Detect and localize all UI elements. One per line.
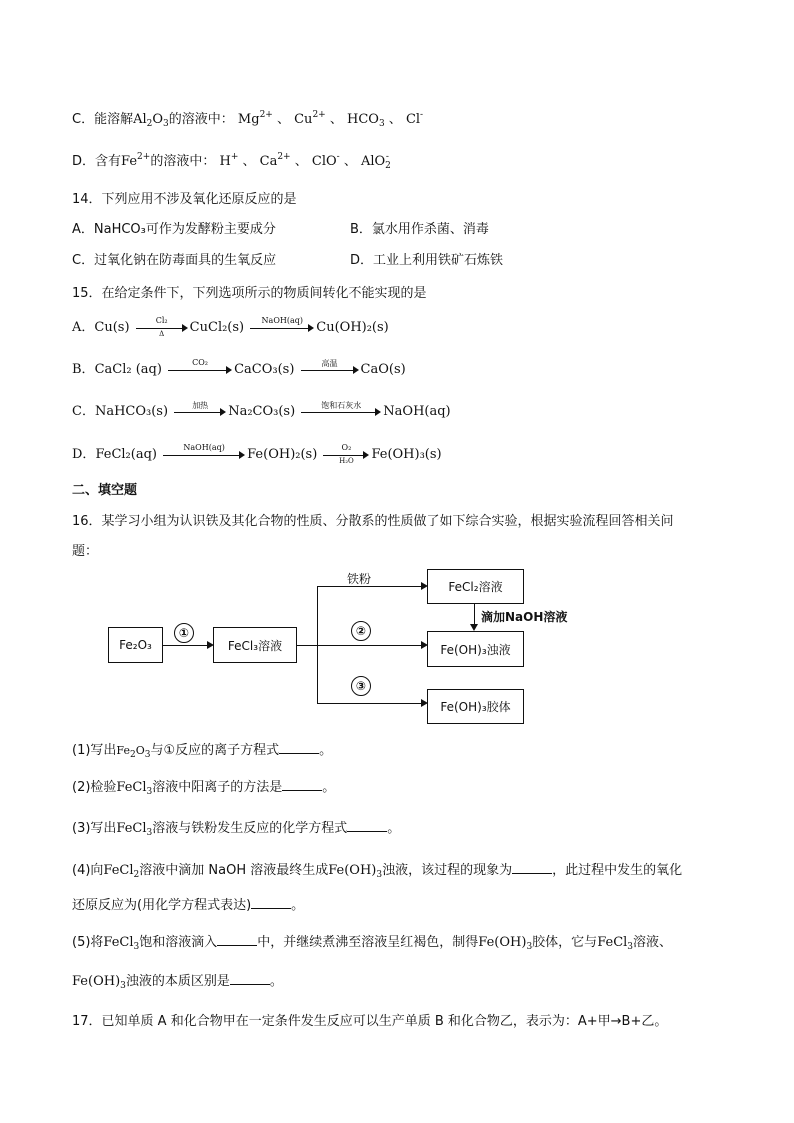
q14-option-d: D．工业上利用铁矿石炼铁 <box>350 253 504 268</box>
q15-option-c: C．NaHCO₃(s) 加热 Na₂CO₃(s) 饱和石灰水 NaOH(aq) <box>72 400 451 419</box>
subquestion-5: (5)将FeCl$_3$饱和溶液滴入 中，并继续煮沸至溶液呈红褐色，制得$Fe(OH)_3$胶体，它与FeCl$_3$溶液、 <box>72 935 673 952</box>
question-16-cont: 题： <box>72 544 99 559</box>
answer-blank[interactable] <box>217 933 257 946</box>
answer-blank[interactable] <box>279 741 319 754</box>
box-fecl2: FeCl₂溶液 <box>427 569 524 604</box>
ion-hco3: $HCO_3$ <box>346 112 385 129</box>
reaction-arrow: 加热 <box>174 404 226 420</box>
arrow-line <box>162 645 208 646</box>
iron-powder-label: 铁粉 <box>347 572 372 586</box>
option-d-mid: 的溶液中： <box>150 154 216 169</box>
q14-option-c: C．过氧化钠在防毒面具的生氧反应 <box>72 253 277 268</box>
ion-cu: $Cu^{2+}$ <box>294 110 326 127</box>
answer-blank[interactable] <box>282 778 322 791</box>
ion-cl: Cl- <box>405 110 424 127</box>
q15-option-a: A．Cu(s) $\frac{\text{Cl₂}}{\Delta}$ CuCl₂(s) NaOH(aq) Cu(OH)₂(s) <box>72 315 389 338</box>
step-2-marker: ② <box>351 621 371 641</box>
formula-fe2plus: $Fe^{2+}$ <box>121 152 151 169</box>
answer-blank[interactable] <box>347 819 387 832</box>
subquestion-5-cont: $Fe(OH)_3$浊液的本质区别是 。 <box>72 974 283 991</box>
subquestion-2: (2)检验FeCl$_3$溶液中阳离子的方法是 。 <box>72 780 336 797</box>
q14-option-a: A．NaHCO₃可作为发酵粉主要成分 <box>72 222 276 237</box>
step-3-marker: ③ <box>351 676 371 696</box>
arrow-line <box>296 645 422 646</box>
q15-option-d: D．FeCl₂(aq) NaOH(aq) Fe(OH)₂(s) $\frac{\text{O₂}}{\text{H₂O}}$ Fe(OH)₃(s) <box>72 442 442 465</box>
question-16: 16．某学习小组为认识铁及其化合物的性质、分散系的性质做了如下综合实验，根据实验流程回答相关问 <box>72 514 674 529</box>
q15-option-b: B．CaCl₂ (aq) CO₂ CaCO₃(s) 高温 CaO(s) <box>72 357 406 377</box>
option-c-mid: 的溶液中： <box>168 112 234 127</box>
box-feoh3-colloid: Fe(OH)₃胶体 <box>427 689 524 724</box>
section-heading: 二、填空题 <box>72 483 138 498</box>
reaction-arrow: CO₂ <box>168 362 232 378</box>
ion-alo2: AlO$_2$- <box>360 152 391 171</box>
q14-option-b: B．氯水用作杀菌、消毒 <box>350 222 489 237</box>
option-d-prefix: D．含有 <box>72 154 122 169</box>
box-feoh3-turbid: Fe(OH)₃浊液 <box>427 631 524 667</box>
reaction-arrow: 高温 <box>301 362 359 378</box>
reaction-arrow: $\frac{\text{O₂}}{\text{H₂O}}$ <box>323 447 369 463</box>
ion-h: H+ <box>219 152 239 169</box>
ion-mg: $Mg^{2+}$ <box>237 110 273 127</box>
subquestion-4: (4)向FeCl$_2$溶液中滴加 NaOH 溶液最终生成$Fe(OH)_3$浊液，该过程的现象为 ，此过程中发生的氧化 <box>72 863 683 880</box>
add-naoh-label: 滴加NaOH溶液 <box>481 610 568 624</box>
arrow-head <box>470 624 478 631</box>
subquestion-3: (3)写出FeCl$_3$溶液与铁粉发生反应的化学方程式 。 <box>72 821 401 838</box>
answer-blank[interactable] <box>230 972 270 985</box>
reaction-arrow: $\frac{\text{Cl₂}}{\Delta}$ <box>136 320 188 336</box>
question-17: 17．已知单质 A 和化合物甲在一定条件发生反应可以生产单质 B 和化合物乙，表示为：A+甲→B+乙。 <box>72 1014 668 1029</box>
answer-blank[interactable] <box>251 896 291 909</box>
question-14: 14．下列应用不涉及氧化还原反应的是 <box>72 192 297 207</box>
option-c-line: C．能溶解$Al_2O_3$的溶液中： $Mg^{2+}$ 、 $Cu^{2+}$ 、 $HCO_3$ 、 Cl- <box>72 110 424 129</box>
ion-ca: $Ca^{2+}$ <box>259 152 291 169</box>
arrow-line <box>474 603 475 625</box>
box-fe2o3: Fe₂O₃ <box>108 627 163 663</box>
formula-al2o3: $Al_2O_3$ <box>133 112 169 129</box>
reaction-arrow: NaOH(aq) <box>250 320 314 336</box>
box-fecl3: FeCl₃溶液 <box>213 627 297 663</box>
question-15: 15．在给定条件下，下列选项所示的物质间转化不能实现的是 <box>72 286 427 301</box>
ion-clo: ClO- <box>311 152 340 169</box>
option-d-line: D．含有$Fe^{2+}$的溶液中： H+ 、 $Ca^{2+}$ 、 ClO- 、 AlO$_2$- <box>72 152 391 171</box>
answer-blank[interactable] <box>512 861 552 874</box>
step-1-marker: ① <box>174 623 194 643</box>
branch-line <box>317 586 318 703</box>
reaction-arrow: NaOH(aq) <box>163 447 245 463</box>
option-c-prefix: C．能溶解 <box>72 112 134 127</box>
subquestion-4-cont: 还原反应为(用化学方程式表达) 。 <box>72 898 305 913</box>
reaction-arrow: 饱和石灰水 <box>301 404 381 420</box>
subquestion-1: (1)写出$Fe_2O_3$与①反应的离子方程式 。 <box>72 743 333 760</box>
arrow-line <box>317 703 422 704</box>
